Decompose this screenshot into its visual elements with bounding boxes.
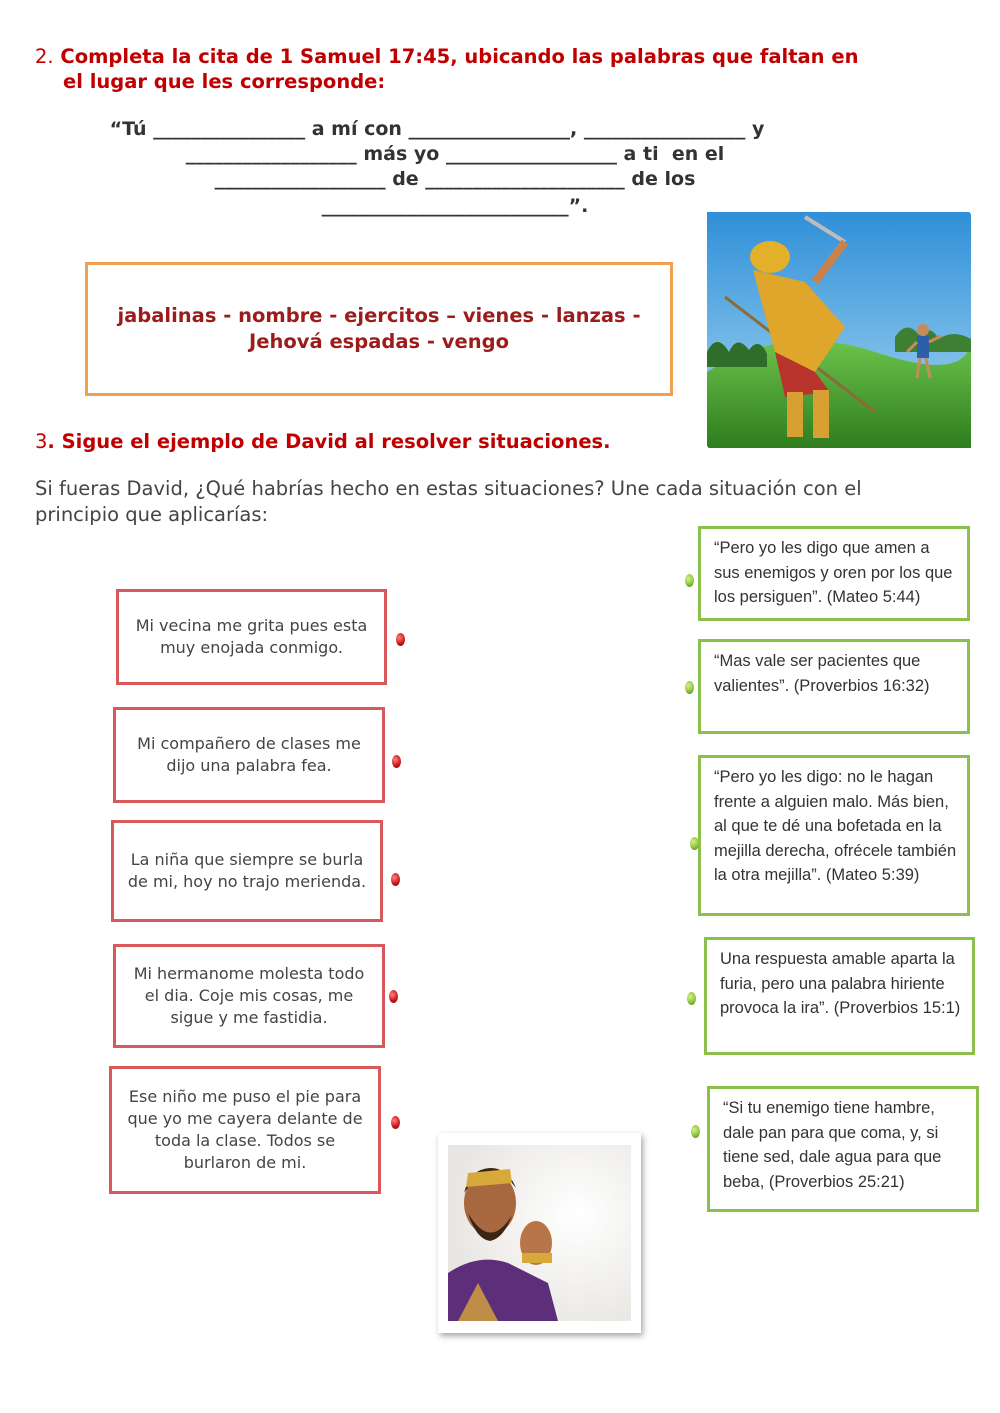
quote-line-1: “Tú ________________ a mí con _________________, _________________ y <box>109 118 765 140</box>
principle-box[interactable] <box>698 755 970 916</box>
green-dot-icon[interactable] <box>690 837 699 850</box>
quote-line-2: __________________ más yo __________________ a ti en el <box>185 143 725 165</box>
principle-text: “Pero yo les digo: no le hagan frente a alguien malo. Más bien, al que te dé una bofetada en la mejilla derecha, ofrécele también la otra mejilla”. (Mateo 5:39) <box>714 768 957 884</box>
principle-box[interactable] <box>707 1086 979 1212</box>
situation-box[interactable] <box>109 1066 381 1194</box>
green-dot-icon[interactable] <box>685 681 694 694</box>
situation-text: La niña que siempre se burla de mi, hoy no trajo merienda. <box>127 850 367 891</box>
principle-text: “Pero yo les digo que amen a sus enemigos y oren por los que los persiguen”. (Mateo 5:44) <box>714 539 953 606</box>
q2-title-line1: Completa la cita de 1 Samuel 17:45, ubicando las palabras que faltan en <box>60 45 859 68</box>
situation-box[interactable] <box>116 589 387 685</box>
quote-line-4: __________________________”. <box>321 195 589 217</box>
situation-box[interactable] <box>113 944 385 1048</box>
principle-text: “Mas vale ser pacientes que valientes”. (Proverbios 16:32) <box>714 652 930 695</box>
q3-number: 3 <box>35 430 48 453</box>
situation-text: Ese niño me puso el pie para que yo me cayera delante de toda la clase. Todos se burlaron de mi. <box>127 1087 363 1172</box>
word-bank <box>85 262 673 396</box>
situation-text: Mi vecina me grita pues esta muy enojada conmigo. <box>135 616 368 657</box>
q2-title <box>35 44 935 69</box>
principle-text: “Si tu enemigo tiene hambre, dale pan para que coma, y, si tiene sed, dale agua para que beba, (Proverbios 25:21) <box>723 1099 942 1191</box>
situation-box[interactable] <box>111 820 383 922</box>
q2-title-line2: el lugar que les corresponde: <box>63 70 386 93</box>
goliath-picture <box>695 202 983 458</box>
david-praying-illustration <box>438 1133 641 1333</box>
david-picture <box>438 1133 641 1333</box>
q3-title <box>35 429 935 454</box>
goliath-illustration <box>695 202 983 458</box>
word-bank-line2: Jehová espadas - vengo <box>249 330 509 353</box>
situation-box[interactable] <box>113 707 385 803</box>
q3-intro-line1: Si fueras David, ¿Qué habrías hecho en estas situaciones? Une cada situación con el <box>35 477 862 500</box>
green-dot-icon[interactable] <box>691 1125 700 1138</box>
green-dot-icon[interactable] <box>687 992 696 1005</box>
principle-box[interactable] <box>698 526 970 621</box>
red-dot-icon[interactable] <box>391 873 400 886</box>
word-bank-line1: jabalinas - nombre - ejercitos – vienes - lanzas - <box>117 304 641 327</box>
red-dot-icon[interactable] <box>391 1116 400 1129</box>
red-dot-icon[interactable] <box>389 990 398 1003</box>
red-dot-icon[interactable] <box>392 755 401 768</box>
q2-number: 2. <box>35 45 54 68</box>
principle-box[interactable] <box>704 937 975 1055</box>
quote-line-3: __________________ de _____________________ de los <box>214 168 696 190</box>
red-dot-icon[interactable] <box>396 633 405 646</box>
situation-text: Mi hermanome molesta todo el dia. Coje mis cosas, me sigue y me fastidia. <box>133 964 365 1027</box>
green-dot-icon[interactable] <box>685 574 694 587</box>
q3-title-text: . Sigue el ejemplo de David al resolver situaciones. <box>47 430 611 453</box>
q3-intro-line2: principio que aplicarías: <box>35 503 269 526</box>
principle-box[interactable] <box>698 639 970 734</box>
principle-text: Una respuesta amable aparta la furia, pero una palabra hiriente provoca la ira”. (Proverbios 15:1) <box>720 950 961 1017</box>
situation-text: Mi compañero de clases me dijo una palabra fea. <box>137 734 361 775</box>
